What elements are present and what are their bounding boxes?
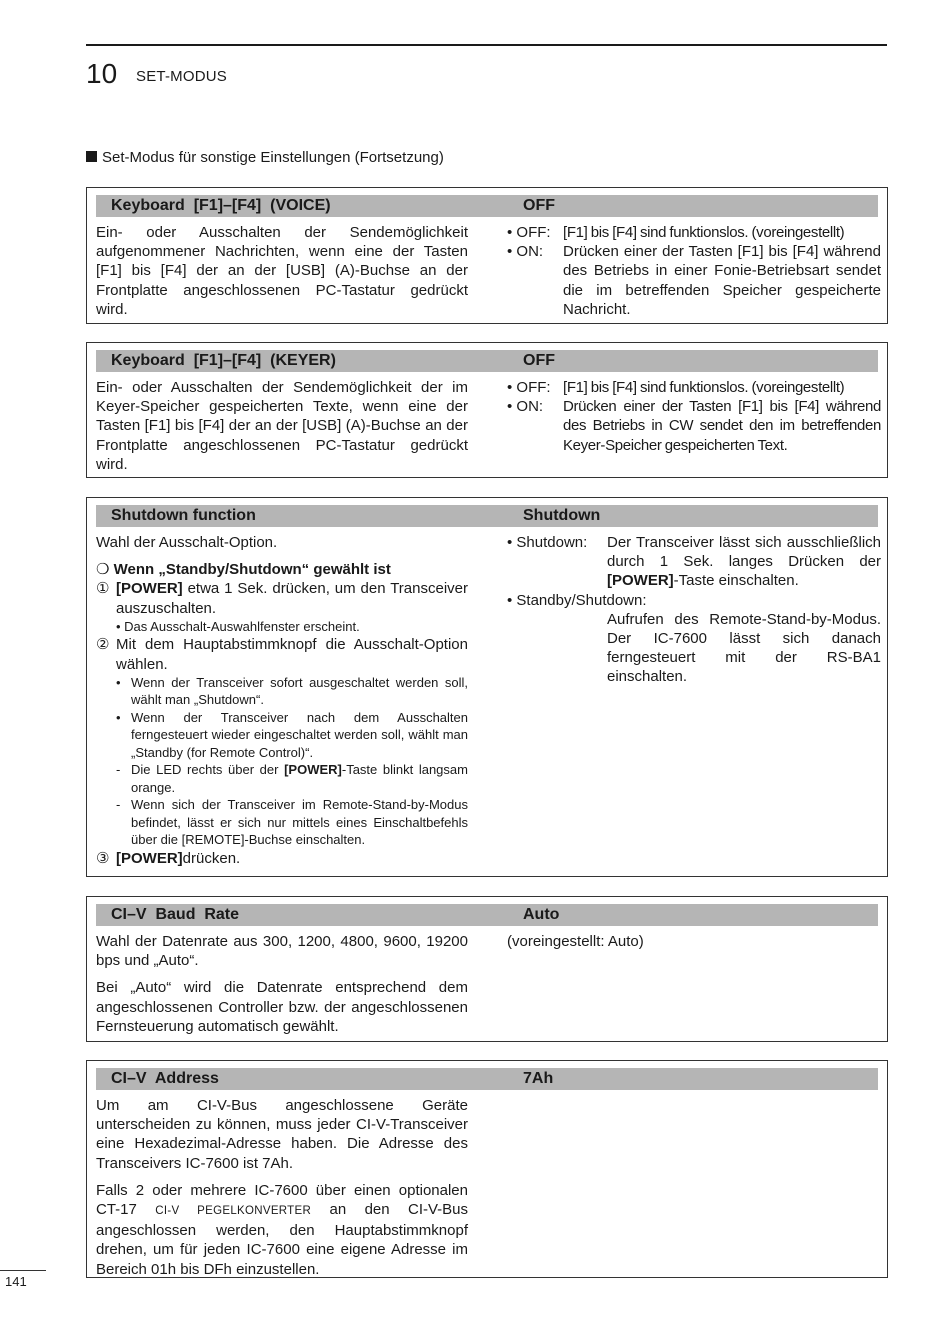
description-text-part: an den CI-V-Bus angeschlossen werden, den Hauptabstimmknopf drehen, um für jeden IC-7600 eine eigene Adresse im Bereich 01h bis DFh einzustellen.: [96, 1201, 469, 1278]
power-key-label: [POWER]: [116, 849, 183, 867]
level-converter-label: CI-V PEGELKONVERTER: [155, 1205, 312, 1218]
chapter-title: SET-MODUS: [136, 68, 227, 85]
setting-options: [507, 223, 881, 319]
step-3-text: drücken.: [182, 849, 241, 867]
note-text: Wenn der Transceiver nach dem Ausschalten ferngesteuert wieder eingeschaltet werden soll, wählt man „Standby (for Remote Control)“.: [131, 709, 468, 760]
power-key-label: [POWER]: [607, 572, 674, 590]
section-heading-text: Set-Modus für sonstige Einstellungen (Fortsetzung): [102, 149, 444, 166]
page-number: 141: [5, 1274, 27, 1289]
setting-name: CI–V Baud Rate: [111, 906, 240, 923]
step-2-note-2: [96, 709, 468, 762]
dash-mark: -: [116, 797, 121, 813]
option-text: [F1] bis [F4] sind funktionslos. (voreingestellt): [563, 224, 845, 241]
step-1-note: • Das Ausschalt-Auswahlfenster erscheint.: [116, 618, 360, 634]
setting-box-baud-rate: [86, 896, 888, 1042]
setting-description: [96, 378, 468, 474]
setting-default-value: OFF: [523, 352, 555, 369]
note-text: Wenn der Transceiver sofort ausgeschaltet werden soll, wählt man „Shutdown“.: [131, 674, 468, 708]
option-text-part: -Taste einschalten.: [673, 572, 799, 590]
setting-name: Shutdown function: [111, 507, 256, 524]
section-heading: [86, 149, 444, 167]
note-text: [131, 761, 468, 796]
setting-header: [96, 350, 878, 372]
note-text: Wenn sich der Transceiver im Remote-Stand-by-Modus befindet, lässt er sich nur mittels eines Einschaltbefehls über die [REMOTE]-Buchse einschalten.: [131, 797, 468, 848]
step-text: [116, 849, 468, 868]
description-text: Wahl der Datenrate aus 300, 1200, 4800, 9600, 19200 bps und „Auto“.: [96, 933, 468, 970]
option-on: [507, 397, 881, 455]
setting-default-value: OFF: [523, 197, 555, 214]
note-text-part: Die LED rechts über der: [131, 762, 285, 778]
description-text: Um am CI-V-Bus angeschlossene Geräte unterscheiden zu können, muss jeder CI-V-Transceiver eine Hexadezimal-Adresse haben. Die Adresse des Transceivers IC-7600 ist 7Ah.: [96, 1097, 468, 1172]
setting-name: CI–V Address: [111, 1070, 219, 1087]
procedure-step-2: [96, 635, 468, 673]
bullet-mark: •: [116, 709, 121, 725]
step-2-note-3: [96, 761, 468, 796]
footer-rule: [0, 1270, 46, 1271]
setting-name: Keyboard [F1]–[F4] (VOICE): [111, 197, 331, 214]
dash-mark: -: [116, 762, 121, 778]
option-off: [507, 223, 881, 242]
option-shutdown: [507, 533, 881, 591]
note-text-part: -Taste blinkt langsam orange.: [131, 762, 468, 795]
step-2-note-4: [96, 796, 468, 849]
procedure-step-3: [96, 849, 468, 868]
option-text: Drücken einer der Tasten [F1] bis [F4] während des Betriebs in CW sendet den im betreffenden Keyer-Speicher gespeicherten Text.: [563, 398, 881, 454]
setting-header: [96, 195, 878, 217]
option-text: [607, 533, 881, 591]
description-text: Wahl der Ausschalt-Option.: [96, 534, 278, 551]
setting-box-shutdown: [86, 497, 888, 877]
option-off: [507, 378, 881, 397]
setting-description: [96, 932, 468, 1036]
setting-options: [507, 533, 881, 687]
procedure-heading: ❍ Wenn „Standby/Shutdown“ gewählt ist: [96, 561, 391, 579]
option-text-part: Der Transceiver lässt sich ausschließlich durch 1 Sek. langes Drücken der: [607, 534, 881, 571]
top-rule: [86, 44, 887, 46]
setting-box-keyboard-voice: [86, 187, 888, 324]
option-key: • OFF:: [507, 224, 551, 241]
procedure-step-1: [96, 579, 468, 617]
bullet-mark: •: [116, 674, 121, 690]
default-note: (voreingestellt: Auto): [507, 933, 644, 950]
step-number: ①: [96, 580, 110, 598]
power-key-label: [POWER]: [284, 762, 342, 778]
description-text-part: Falls 2 oder mehrere IC-7600 über einen optionalen CT-17: [96, 1181, 468, 1219]
setting-default-value: Shutdown: [523, 507, 601, 524]
setting-description: [96, 223, 468, 319]
square-bullet-icon: [86, 151, 97, 162]
step-text: [116, 579, 468, 617]
setting-header: [96, 1068, 878, 1090]
option-standby-text: Aufrufen des Remote-Stand-by-Modus. Der IC-7600 lässt sich danach ferngesteuert mit der RS-BA1 einschalten.: [607, 610, 881, 686]
option-standby-key: • Standby/Shutdown:: [507, 591, 647, 609]
setting-box-address: [86, 1060, 888, 1278]
setting-name: Keyboard [F1]–[F4] (KEYER): [111, 352, 336, 369]
setting-box-keyboard-keyer: [86, 342, 888, 478]
power-key-label: [POWER]: [116, 580, 183, 598]
description-text: [96, 1181, 468, 1279]
step-text: Mit dem Hauptabstimmknopf die Ausschalt-Option wählen.: [116, 636, 468, 673]
setting-description: [96, 533, 468, 868]
description-text: Bei „Auto“ wird die Datenrate entsprechend dem angeschlossenen Controller bzw. der angeschlossenen Fernsteuerung automatisch gewählt.: [96, 979, 468, 1035]
option-text: Drücken einer der Tasten [F1] bis [F4] während des Betriebs in einer Fonie-Betriebsart sendet die im betreffenden Speicher gespeicherte Nachricht.: [563, 243, 881, 318]
description-text: Ein- oder Ausschalten der Sendemöglichkeit aufgenommener Nachrichten, wenn eine der Tasten [F1] bis [F4] der an der [USB] (A)-Buchse an der Frontplatte angeschlossenen PC-Tastatur gedrückt wird.: [96, 224, 468, 318]
chapter-number: 10: [86, 58, 118, 89]
option-key: • OFF:: [507, 379, 551, 396]
option-key: • ON:: [507, 243, 544, 261]
step-number: ②: [96, 636, 110, 654]
description-text: Ein- oder Ausschalten der Sendemöglichkeit der im Keyer-Speicher gespeicherten Texte, wenn eine der Tasten [F1] bis [F4] der an der [USB] (A)-Buchse an der Frontplatte angeschlossenen PC-Tastatur gedrückt wird.: [96, 379, 468, 473]
step-1-text: etwa 1 Sek. drücken, um den Transceiver auszuschalten.: [116, 580, 468, 617]
step-2-note-1: [96, 674, 468, 709]
setting-default-value: 7Ah: [523, 1070, 554, 1087]
option-on: [507, 242, 881, 319]
step-number: ③: [96, 849, 110, 867]
setting-default-value: Auto: [523, 906, 560, 923]
setting-header: [96, 505, 878, 527]
setting-description: [96, 1096, 468, 1279]
option-key: • Shutdown:: [507, 534, 588, 551]
setting-options: [507, 932, 881, 951]
option-key: • ON:: [507, 398, 544, 416]
setting-options: [507, 378, 881, 455]
setting-header: [96, 904, 878, 926]
option-text: [F1] bis [F4] sind funktionslos. (voreingestellt): [563, 379, 845, 396]
